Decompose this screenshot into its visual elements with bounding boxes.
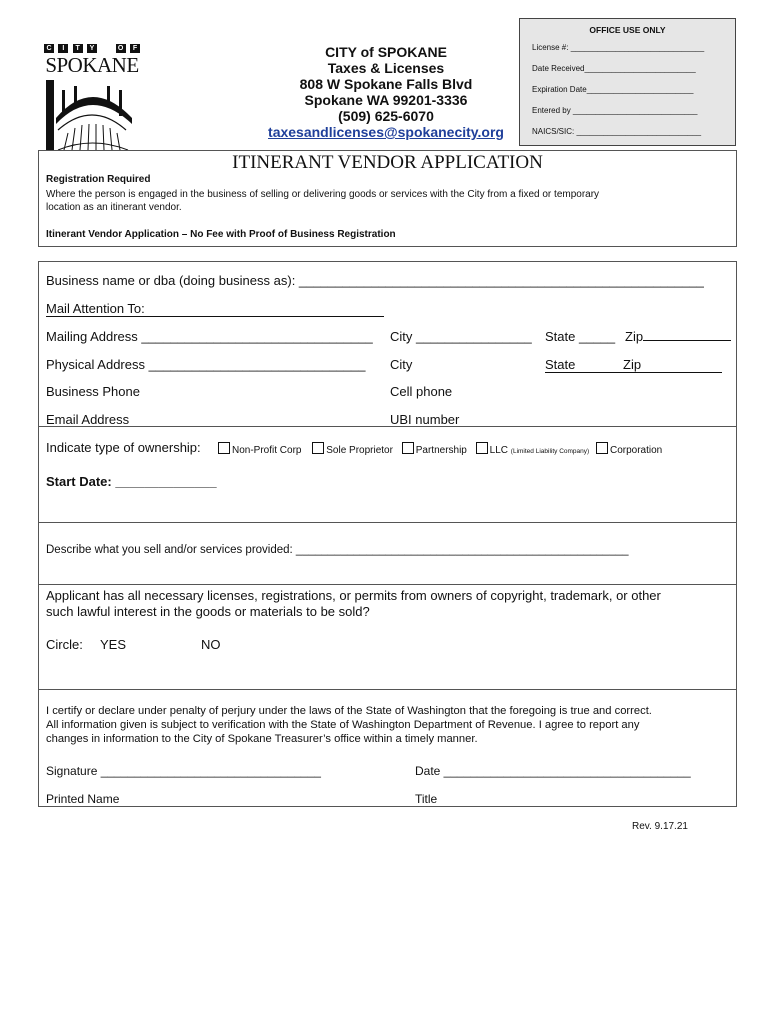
mailing-address-field[interactable]: Mailing Address ________________________________ [46, 329, 373, 344]
license-number-field[interactable]: License #: ______________________________ [532, 43, 705, 52]
divider [38, 522, 737, 523]
city-field[interactable]: City ________________ [390, 329, 532, 344]
logo-city-of: C I T Y O F [44, 44, 140, 53]
business-phone-field[interactable]: Business Phone [46, 384, 140, 399]
describe-field[interactable]: Describe what you sell and/or services provided: ____________________________________________________ [46, 544, 629, 556]
physical-zip-field[interactable]: Zip [623, 357, 722, 373]
revision-note: Rev. 9.17.21 [632, 821, 688, 832]
certify-line-2: All information given is subject to verification with the State of Washington Department of Revenue. I agree to report any [46, 719, 640, 731]
checkbox-nonprofit[interactable]: Non-Profit Corp [218, 445, 301, 456]
dept-name: Taxes & Licenses [327, 60, 445, 76]
city-state-zip: Spokane WA 99201-3336 [304, 92, 468, 108]
physical-state-field[interactable]: State [545, 357, 623, 373]
expiration-date-field[interactable]: Expiration Date________________________ [532, 85, 694, 94]
business-name-field[interactable]: Business name or dba (doing business as): ________________________________________________________ [46, 273, 704, 288]
applicant-question-2: such lawful interest in the goods or materials to be sold? [46, 604, 370, 619]
entered-by-field[interactable]: Entered by ____________________________ [532, 106, 698, 115]
city-logo [44, 44, 140, 152]
mail-attention-input[interactable] [46, 316, 384, 317]
physical-address-field[interactable]: Physical Address ______________________________ [46, 357, 366, 372]
checkbox-corporation[interactable]: Corporation [596, 445, 662, 456]
logo-name: SPOKANE [45, 53, 139, 77]
email-link[interactable]: taxesandlicenses@spokanecity.org [268, 124, 504, 140]
state-field[interactable]: State _____ [545, 329, 616, 344]
zip-label: Zip [625, 329, 644, 344]
divider [38, 426, 737, 427]
phone-number: (509) 625-6070 [338, 108, 434, 124]
physical-city-field[interactable]: City [390, 357, 413, 372]
fee-note: Itinerant Vendor Application – No Fee with Proof of Business Registration [46, 229, 396, 240]
ownership-options [218, 442, 662, 456]
ubi-number-field[interactable]: UBI number [390, 412, 460, 427]
date-received-field[interactable]: Date Received_________________________ [532, 64, 696, 73]
street-address: 808 W Spokane Falls Blvd [299, 76, 473, 92]
title-field[interactable]: Title [415, 792, 438, 806]
registration-desc-2: location as an itinerant vendor. [46, 202, 182, 213]
mail-attention-label: Mail Attention To: [46, 301, 145, 316]
signature-field[interactable]: Signature _________________________________ [46, 764, 321, 778]
naics-field[interactable]: NAICS/SIC: ____________________________ [532, 127, 702, 136]
checkbox-partnership[interactable]: Partnership [402, 445, 467, 456]
org-name: CITY of SPOKANE [325, 44, 447, 60]
office-use-box [519, 18, 736, 146]
no-option[interactable]: NO [201, 637, 221, 652]
date-field[interactable]: Date _____________________________________ [415, 764, 691, 778]
email-address-field[interactable]: Email Address [46, 412, 130, 427]
circle-label: Circle: [46, 637, 83, 652]
certify-line-3: changes in information to the City of Spokane Treasurer’s office within a timely manner. [46, 733, 478, 745]
registration-required: Registration Required [46, 174, 151, 185]
printed-name-field[interactable]: Printed Name [46, 792, 120, 806]
checkbox-llc[interactable]: LLC (Limited Liability Company) [476, 445, 590, 456]
registration-desc-1: Where the person is engaged in the business of selling or delivering goods or services with the City from a fixed or temporary [46, 189, 600, 200]
ownership-label: Indicate type of ownership: [46, 440, 201, 455]
office-use-title: OFFICE USE ONLY [589, 25, 666, 35]
bridge-logo-icon [44, 78, 140, 152]
llc-note: (Limited Liability Company) [510, 448, 590, 455]
divider [38, 584, 737, 585]
start-date-field[interactable]: Start Date: ______________ [46, 474, 217, 489]
zip-field[interactable] [625, 329, 731, 344]
office-address [262, 44, 510, 140]
yes-option[interactable]: YES [100, 637, 127, 652]
applicant-question-1: Applicant has all necessary licenses, registrations, or permits from owners of copyright, trademark, or other [46, 588, 661, 603]
checkbox-sole-proprietor[interactable]: Sole Proprietor [312, 445, 393, 456]
divider [38, 689, 737, 690]
form-title: ITINERANT VENDOR APPLICATION [232, 152, 543, 173]
cell-phone-field[interactable]: Cell phone [390, 384, 453, 399]
certify-line-1: I certify or declare under penalty of perjury under the laws of the State of Washington that the foregoing is true and correct. [46, 705, 652, 717]
